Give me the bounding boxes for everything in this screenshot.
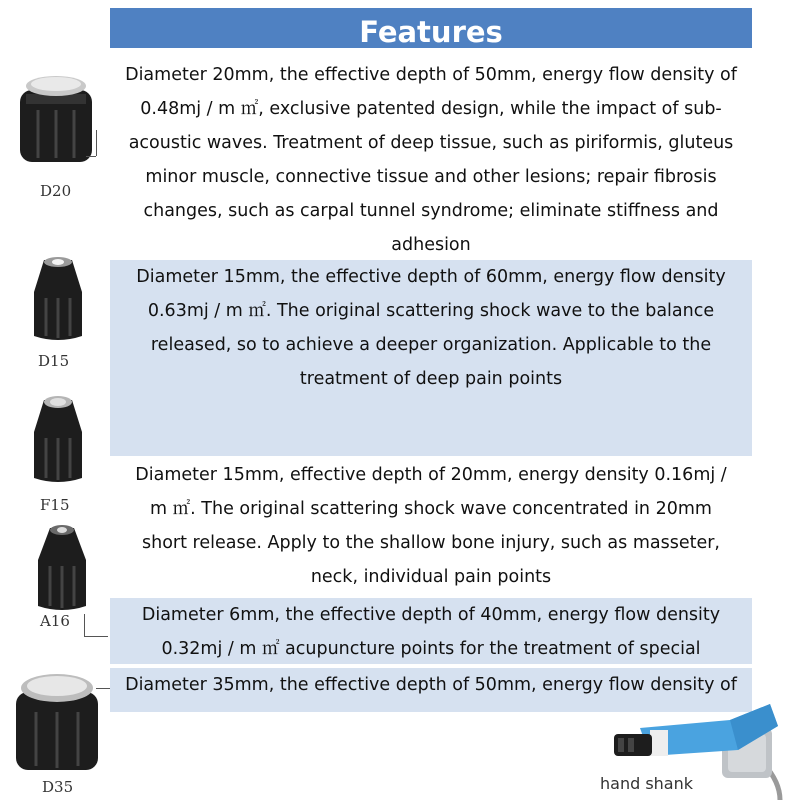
f15-label: F15 [40,496,70,514]
a16-connector [84,614,85,636]
feature-row-f15 [110,458,752,596]
feature-text-d35: Diameter 35mm, the effective depth of 50mm, energy flow density of [125,675,737,695]
d15-tip-image [28,252,88,342]
feature-text-d15: Diameter 15mm, the effective depth of 60mm, energy flow density 0.63mj / m ㎡. The original scattering shock wave to the balance released, so to achieve a deeper organization. Applicable to the treatment of deep pain points [136,267,726,389]
a16-label: A16 [40,612,70,630]
d20-connector [96,130,97,156]
feature-text-f15: Diameter 15mm, effective depth of 20mm, energy density 0.16mj / m ㎡. The original scattering shock wave concentrated in 20mm short release. Apply to the shallow bone injury, such as masseter, neck, individual pain points [135,465,727,587]
d20-connector-h [86,156,96,157]
d20-tip-image [16,70,98,166]
f15-tip-image [28,392,88,486]
d35-tip-image [12,668,104,774]
a16-connector-h [84,636,108,637]
feature-row-a16 [110,598,752,664]
hand-shank-label: hand shank [600,774,694,793]
features-title: Features [359,15,503,49]
a16-tip-image [32,520,92,614]
feature-row-d20 [110,58,752,258]
d15-label: D15 [38,352,70,370]
feature-text-a16: Diameter 6mm, the effective depth of 40mm, energy flow density 0.32mj / m ㎡ acupuncture points for the treatment of special [141,605,721,659]
feature-row-d15 [110,260,752,456]
d35-label: D35 [42,778,74,796]
d35-connector [96,688,110,689]
d20-label: D20 [40,182,72,200]
feature-text-d20: Diameter 20mm, the effective depth of 50mm, energy flow density of 0.48mj / m ㎡, exclusive patented design, while the impact of sub-acoustic waves. Treatment of deep tissue, such as piriformis, gluteus minor muscle, connective tissue and other lesions; repair fibrosis changes, such as carpal tunnel syndrome; eliminate stiffness and adhesion [125,65,737,255]
features-header [110,8,752,48]
